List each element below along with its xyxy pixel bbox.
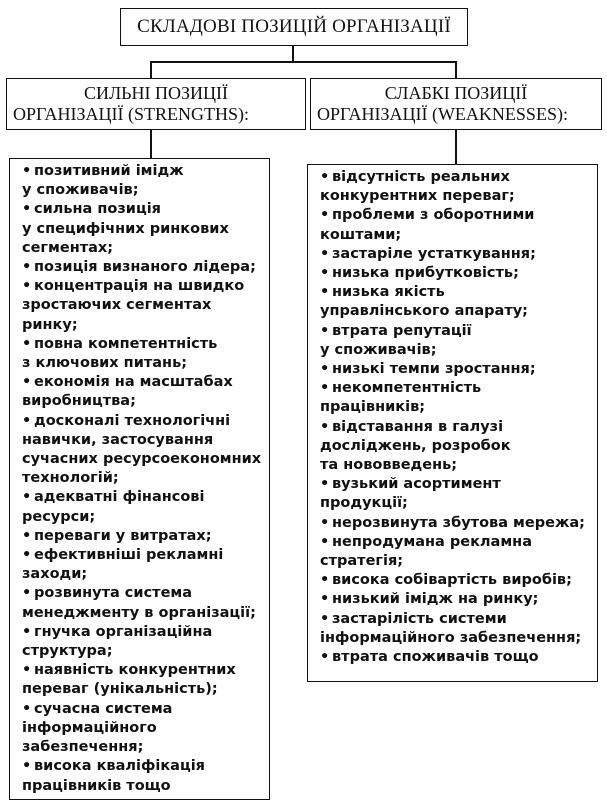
bullet-icon: • <box>320 265 330 282</box>
weaknesses-item-text: втрата репутації у споживачів; <box>320 322 472 358</box>
weaknesses-item-text: застарілість системи інформаційного забезпечення; <box>320 610 582 646</box>
strengths-item-text: розвинута система менеджменту в організації; <box>22 585 256 621</box>
bullet-icon: • <box>320 572 330 589</box>
weaknesses-item-text: нерозвинута збутова мережа; <box>332 514 585 531</box>
strengths-list-item <box>22 546 263 584</box>
bullet-icon: • <box>320 514 330 531</box>
weaknesses-list-item <box>320 418 591 476</box>
bullet-icon: • <box>320 649 330 666</box>
bullet-icon: • <box>320 169 330 185</box>
strengths-item-text: економія на масштабах виробництва; <box>22 374 233 410</box>
strengths-list-item <box>22 277 263 335</box>
bullet-icon: • <box>320 361 330 378</box>
weaknesses-list-item <box>320 168 591 206</box>
weaknesses-list-item <box>320 571 591 590</box>
bullet-icon: • <box>320 591 330 608</box>
strengths-list <box>22 162 263 796</box>
strengths-item-text: адекватні фінансові ресурси; <box>22 489 205 525</box>
weaknesses-item-text: відставання в галузі досліджень, розробок та нововведень; <box>320 418 511 474</box>
bullet-icon: • <box>22 585 32 602</box>
weaknesses-list-item <box>320 475 591 513</box>
bullet-icon: • <box>22 662 32 679</box>
weaknesses-list <box>320 168 591 667</box>
strengths-item-text: концентрація на швидко зростаючих сегментах ринку; <box>22 278 245 333</box>
bullet-icon: • <box>22 527 32 544</box>
connector-left-down <box>150 61 152 78</box>
weaknesses-heading-line2: ОРГАНІЗАЦІЇ (WEAKNESSES): <box>317 104 568 124</box>
bullet-icon: • <box>22 201 32 218</box>
weaknesses-item-text: втрата споживачів тощо <box>332 649 539 666</box>
bullet-icon: • <box>22 547 32 564</box>
bullet-icon: • <box>22 259 32 276</box>
weaknesses-item-text: низький імідж на ринку; <box>332 591 539 608</box>
bullet-icon: • <box>22 623 32 640</box>
weaknesses-list-item <box>320 379 591 417</box>
weaknesses-item-text: некомпетентність працівників; <box>320 380 482 416</box>
weaknesses-item-text: низька прибутковість; <box>332 265 519 282</box>
weaknesses-list-item <box>320 590 591 609</box>
strengths-list-item <box>22 373 263 411</box>
strengths-list-item <box>22 623 263 661</box>
bullet-icon: • <box>320 284 330 301</box>
strengths-list-item <box>22 527 263 546</box>
weaknesses-list-item <box>320 533 591 571</box>
weaknesses-item-text: застаріле устаткування; <box>332 245 536 262</box>
bullet-icon: • <box>22 700 32 717</box>
bullet-icon: • <box>320 245 330 262</box>
strengths-item-text: сильна позиція у специфічних ринкових сегментах; <box>22 201 229 256</box>
bullet-icon: • <box>22 163 32 179</box>
bullet-icon: • <box>22 412 32 429</box>
weaknesses-heading-line1: СЛАБКІ ПОЗИЦІЇ <box>384 83 528 103</box>
strengths-item-text: сучасна система інформаційного забезпечення; <box>22 700 173 756</box>
weaknesses-list-item <box>320 206 591 244</box>
weaknesses-list-item <box>320 514 591 533</box>
strengths-list-item <box>22 757 263 795</box>
strengths-list-box <box>9 158 270 800</box>
strengths-heading <box>6 78 306 130</box>
weaknesses-item-text: відсутність реальних конкурентних переваг; <box>320 169 515 205</box>
strengths-list-item <box>22 700 263 758</box>
strengths-heading-line2: ОРГАНІЗАЦІЇ (STRENGTHS): <box>13 104 249 124</box>
strengths-list-item <box>22 412 263 489</box>
bullet-icon: • <box>320 476 330 493</box>
weaknesses-item-text: низькі темпи зростання; <box>332 361 536 378</box>
bullet-icon: • <box>22 374 32 391</box>
bullet-icon: • <box>320 207 330 224</box>
bullet-icon: • <box>320 322 330 339</box>
strengths-item-text: наявність конкурентних переваг (унікальність); <box>22 662 236 698</box>
bullet-icon: • <box>22 758 32 775</box>
weaknesses-item-text: непродумана рекламна стратегія; <box>320 533 532 570</box>
weaknesses-list-box <box>307 164 598 682</box>
diagram-title: СКЛАДОВІ ПОЗИЦІЙ ОРГАНІЗАЦІЇ <box>120 8 468 46</box>
bullet-icon: • <box>22 489 32 506</box>
bullet-icon: • <box>320 380 330 397</box>
strengths-item-text: повна компетентність з ключових питань; <box>22 335 218 372</box>
strengths-list-item <box>22 162 263 200</box>
strengths-item-text: позиція визнаного лідера; <box>34 259 256 276</box>
bullet-icon: • <box>22 335 32 352</box>
strengths-list-item <box>22 258 263 277</box>
connector-right-down <box>455 61 457 78</box>
weaknesses-list-item <box>320 245 591 264</box>
strengths-item-text: досконалі технологічні навички, застосування сучасних ресурсоекономних технологій; <box>22 412 262 487</box>
strengths-heading-line1: СИЛЬНІ ПОЗИЦІЇ <box>83 83 229 103</box>
strengths-item-text: позитивний імідж у споживачів; <box>22 163 184 199</box>
weaknesses-list-item <box>320 648 591 667</box>
weaknesses-heading <box>310 78 602 130</box>
strengths-item-text: переваги у витратах; <box>34 527 212 544</box>
bullet-icon: • <box>320 418 330 435</box>
weaknesses-list-item <box>320 360 591 379</box>
strengths-item-text: ефективніші рекламні заходи; <box>22 547 224 583</box>
weaknesses-list-item <box>320 283 591 321</box>
weaknesses-item-text: проблеми з оборотними коштами; <box>320 207 535 243</box>
bullet-icon: • <box>320 533 330 550</box>
strengths-list-item <box>22 584 263 622</box>
weaknesses-list-item <box>320 264 591 283</box>
weaknesses-item-text: низька якість управлінського апарату; <box>320 284 528 320</box>
weaknesses-list-item <box>320 322 591 360</box>
weaknesses-item-text: висока собівартість виробів; <box>332 572 572 589</box>
strengths-item-text: гнучка організаційна структура; <box>22 623 213 660</box>
weaknesses-item-text: вузький асортимент продукції; <box>320 476 501 512</box>
weaknesses-list-item <box>320 610 591 648</box>
bullet-icon: • <box>22 278 32 295</box>
connector-strengths-list <box>150 130 152 158</box>
connector-weaknesses-list <box>455 130 457 164</box>
strengths-list-item <box>22 488 263 526</box>
strengths-item-text: висока кваліфікація працівників тощо <box>22 758 205 794</box>
strengths-list-item <box>22 200 263 258</box>
connector-vertical-top <box>292 46 294 62</box>
strengths-list-item <box>22 335 263 373</box>
connector-horizontal <box>150 61 456 63</box>
strengths-list-item <box>22 661 263 699</box>
bullet-icon: • <box>320 610 330 627</box>
